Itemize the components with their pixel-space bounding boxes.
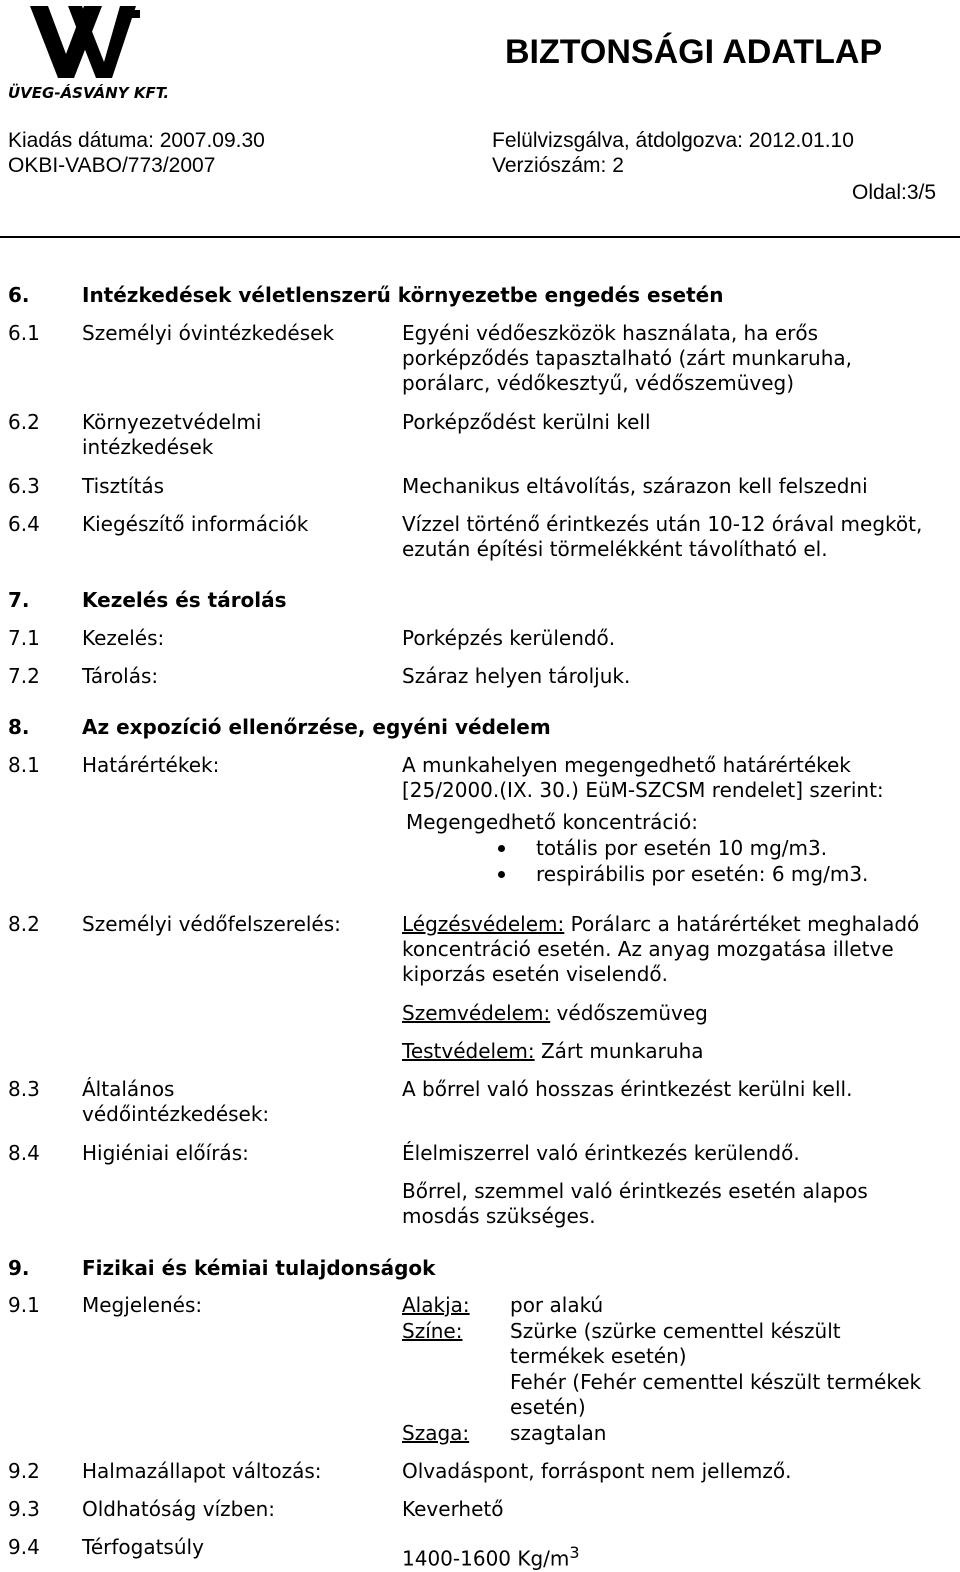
body-protection-label: Testvédelem: bbox=[402, 1039, 535, 1063]
odor-value: szagtalan bbox=[510, 1421, 607, 1445]
row-9-3-label: Oldhatóság vízben: bbox=[82, 1497, 276, 1521]
row-8-3-number: 8.3 bbox=[8, 1077, 40, 1101]
row-6-1-number: 6.1 bbox=[8, 321, 40, 345]
row-7-1-label: Kezelés: bbox=[82, 626, 165, 650]
row-7-2-number: 7.2 bbox=[8, 664, 40, 688]
limit-item: respirábilis por esetén: 6 mg/m3. bbox=[536, 862, 869, 886]
row-8-2-value: koncentráció esetén. Az anyag mozgatása illetve bbox=[402, 937, 894, 961]
company-logo bbox=[8, 2, 170, 102]
row-6-1-value: porképződés tapasztalható (zárt munkaruha, bbox=[402, 346, 853, 370]
row-8-3-value: A bőrrel való hosszas érintkezést kerülni kell. bbox=[402, 1077, 853, 1101]
revision-date: Felülvizsgálva, átdolgozva: 2012.01.10 bbox=[492, 129, 854, 152]
section-9-title: Fizikai és kémiai tulajdonságok bbox=[82, 1256, 436, 1280]
row-9-3-value: Keverhető bbox=[402, 1497, 504, 1521]
respiratory-protection-label: Légzésvédelem: bbox=[402, 912, 565, 936]
row-6-4-value: Vízzel történő érintkezés után 10-12 órával megköt, bbox=[402, 512, 923, 536]
row-9-4-label: Térfogatsúly bbox=[82, 1535, 204, 1559]
row-9-2-label: Halmazállapot változás: bbox=[82, 1459, 322, 1483]
row-8-3-label: Általános bbox=[82, 1077, 175, 1101]
issue-date: Kiadás dátuma: 2007.09.30 bbox=[8, 129, 265, 152]
reference-number: OKBI-VABO/773/2007 bbox=[8, 154, 216, 177]
document-title: BIZTONSÁGI ADATLAP bbox=[505, 33, 883, 71]
body-protection-value: Zárt munkaruha bbox=[534, 1039, 704, 1063]
row-8-4-value: Bőrrel, szemmel való érintkezés esetén alapos bbox=[402, 1179, 868, 1203]
eye-protection-value: védőszemüveg bbox=[550, 1001, 708, 1025]
color-value: Szürke (szürke cementtel készült bbox=[510, 1319, 841, 1343]
bullet-icon bbox=[498, 845, 505, 852]
section-7-title: Kezelés és tárolás bbox=[82, 588, 287, 612]
row-9-4-number: 9.4 bbox=[8, 1535, 40, 1559]
body-protection bbox=[402, 1038, 704, 1064]
row-8-2-number: 8.2 bbox=[8, 912, 40, 936]
section-7-number: 7. bbox=[8, 588, 30, 612]
section-8-number: 8. bbox=[8, 715, 30, 739]
row-8-1-number: 8.1 bbox=[8, 753, 40, 777]
color-value: termékek esetén) bbox=[510, 1344, 687, 1368]
row-6-4-number: 6.4 bbox=[8, 512, 40, 536]
density-unit-exponent: 3 bbox=[569, 1543, 580, 1562]
row-8-1-value: [25/2000.(IX. 30.) EüM-SZCSM rendelet] szerint: bbox=[402, 778, 884, 802]
section-6-title: Intézkedések véletlenszerű környezetbe engedés esetén bbox=[82, 283, 724, 307]
limit-item: totális por esetén 10 mg/m3. bbox=[536, 836, 828, 860]
row-6-4-label: Kiegészítő információk bbox=[82, 512, 309, 536]
eye-protection bbox=[402, 1000, 708, 1026]
row-9-1-number: 9.1 bbox=[8, 1293, 40, 1317]
row-8-4-number: 8.4 bbox=[8, 1141, 40, 1165]
respiratory-protection bbox=[402, 911, 919, 937]
eye-protection-label: Szemvédelem: bbox=[402, 1001, 551, 1025]
row-9-2-number: 9.2 bbox=[8, 1459, 40, 1483]
row-7-1-value: Porképzés kerülendő. bbox=[402, 626, 616, 650]
row-7-1-number: 7.1 bbox=[8, 626, 40, 650]
header-divider bbox=[0, 236, 960, 238]
row-6-1-value: Egyéni védőeszközök használata, ha erős bbox=[402, 321, 819, 345]
respiratory-protection-value: Porálarc a határértéket meghaladó bbox=[564, 912, 920, 936]
row-9-4-value bbox=[402, 1540, 580, 1572]
row-9-1-label: Megjelenés: bbox=[82, 1293, 203, 1317]
row-6-3-value: Mechanikus eltávolítás, szárazon kell felszedni bbox=[402, 474, 868, 498]
section-9-number: 9. bbox=[8, 1256, 30, 1280]
section-6-number: 6. bbox=[8, 283, 30, 307]
row-8-4-label: Higiéniai előírás: bbox=[82, 1141, 249, 1165]
row-8-2-value: kiporzás esetén viselendő. bbox=[402, 962, 668, 986]
row-9-3-number: 9.3 bbox=[8, 1497, 40, 1521]
row-8-2-label: Személyi védőfelszerelés: bbox=[82, 912, 341, 936]
row-6-3-number: 6.3 bbox=[8, 474, 40, 498]
row-6-3-label: Tisztítás bbox=[82, 474, 164, 498]
color-value: esetén) bbox=[510, 1395, 586, 1419]
form-label: Alakja: bbox=[402, 1293, 470, 1317]
row-6-1-label: Személyi óvintézkedések bbox=[82, 321, 335, 345]
page-number: Oldal:3/5 bbox=[852, 181, 937, 204]
section-8-title: Az expozíció ellenőrzése, egyéni védelem bbox=[82, 715, 551, 739]
version-number: Verziószám: 2 bbox=[492, 154, 624, 177]
bullet-icon bbox=[498, 871, 505, 878]
color-value: Fehér (Fehér cementtel készült termékek bbox=[510, 1370, 922, 1394]
row-6-2-value: Porképződést kerülni kell bbox=[402, 410, 651, 434]
row-6-1-value: porálarc, védőkesztyű, védőszemüveg) bbox=[402, 371, 795, 395]
row-6-2-number: 6.2 bbox=[8, 410, 40, 434]
row-7-2-value: Száraz helyen tároljuk. bbox=[402, 664, 631, 688]
row-6-4-value: ezután építési törmelékként távolítható el. bbox=[402, 537, 828, 561]
row-6-2-label: Környezetvédelmi bbox=[82, 410, 262, 434]
row-7-2-label: Tárolás: bbox=[82, 664, 159, 688]
row-8-4-value: Élelmiszerrel való érintkezés kerülendő. bbox=[402, 1141, 800, 1165]
row-8-1-value: Megengedhető koncentráció: bbox=[406, 810, 698, 834]
row-6-2-label: intézkedések bbox=[82, 435, 214, 459]
row-9-2-value: Olvadáspont, forráspont nem jellemző. bbox=[402, 1459, 792, 1483]
density-value: 1400-1600 Kg/m bbox=[402, 1546, 570, 1571]
row-8-1-value: A munkahelyen megengedhető határértékek bbox=[402, 753, 851, 777]
company-name: ÜVEG-ÁSVÁNY KFT. bbox=[8, 84, 170, 102]
row-8-3-label: védőintézkedések: bbox=[82, 1102, 270, 1126]
color-label: Színe: bbox=[402, 1319, 463, 1343]
odor-label: Szaga: bbox=[402, 1421, 470, 1445]
row-8-1-label: Határértékek: bbox=[82, 753, 220, 777]
row-8-4-value: mosdás szükséges. bbox=[402, 1204, 596, 1228]
form-value: por alakú bbox=[510, 1293, 604, 1317]
